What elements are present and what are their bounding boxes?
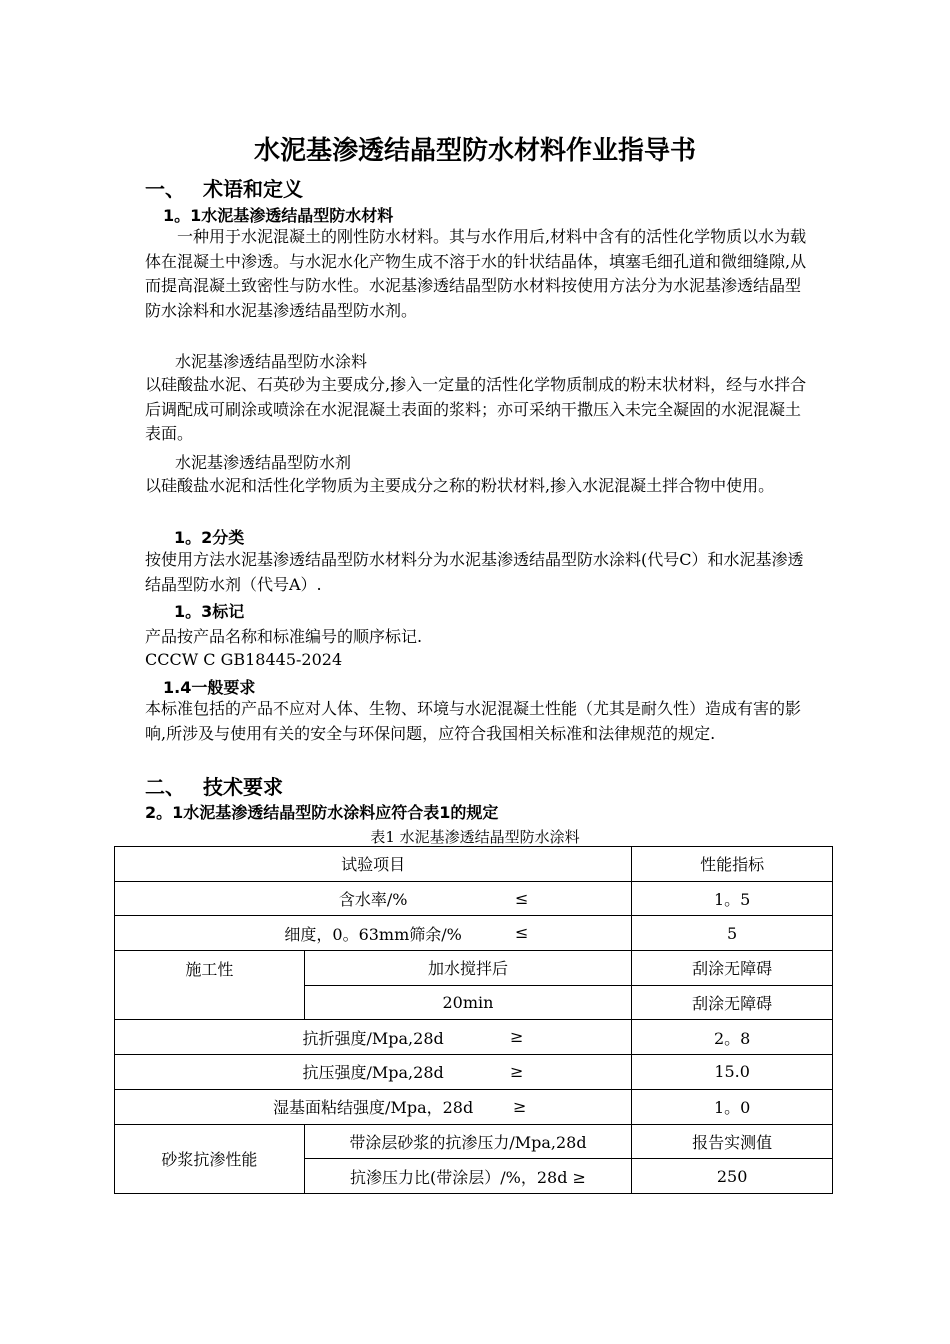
table-row <box>115 951 833 986</box>
subsection-1-1-paragraph: 一种用于水泥混凝土的刚性防水材料。其与水作用后,材料中含有的活性化学物质以水为载体在混凝土中渗透。与水泥水化产物生成不溶于水的针状结晶体，填塞毛细孔道和微细缝隙,从而提高混凝土致密性与防水性。水泥基渗透结晶型防水材料按使用方法分为水泥基渗透结晶型防水涂料和水泥基渗透结晶型防水剂。 <box>145 227 807 320</box>
agent-definition: 以硅酸盐水泥和活性化学物质为主要成分之称的粉状材料,掺入水泥混凝土拌合物中使用。 <box>145 476 775 495</box>
sub-item-cell: 带涂层砂浆的抗渗压力/Mpa,28d <box>304 1124 632 1159</box>
item-cell <box>115 881 632 916</box>
value-cell: 报告实测值 <box>632 1124 833 1159</box>
subsection-1-3-paragraph: 产品按产品名称和标准编号的顺序标记. <box>145 627 423 646</box>
section-2-number: 二、 <box>145 775 185 799</box>
item-label: 细度，0。63mm筛余/% <box>284 924 462 944</box>
section-1-heading <box>145 173 303 202</box>
table-row <box>115 1020 833 1055</box>
header-value-cell: 性能指标 <box>632 847 833 882</box>
value-cell: 刮涂无障碍 <box>632 985 833 1020</box>
comparison-symbol: ≥ <box>513 1096 527 1116</box>
table-row <box>115 881 833 916</box>
item-cell <box>115 1055 632 1090</box>
subsection-2-1-heading: 2。1水泥基渗透结晶型防水涂料应符合表1的规定 <box>145 803 499 822</box>
comparison-symbol: ≥ <box>510 1027 524 1047</box>
item-label: 抗折强度/Mpa,28d <box>302 1028 444 1048</box>
item-cell <box>115 916 632 951</box>
marking-code: CCCW C GB18445-2024 <box>145 650 343 669</box>
table-row <box>115 1089 833 1124</box>
document-title: 水泥基渗透结晶型防水材料作业指导书 <box>253 136 696 166</box>
table-1-caption: 表1 水泥基渗透结晶型防水涂料 <box>370 828 580 846</box>
section-1-number: 一、 <box>145 177 185 201</box>
comparison-symbol: ≥ <box>510 1062 524 1082</box>
item-label: 抗压强度/Mpa,28d <box>302 1063 444 1083</box>
value-cell: 1。0 <box>632 1089 833 1124</box>
table-row <box>115 1124 833 1159</box>
table-row <box>115 916 833 951</box>
agent-term: 水泥基渗透结晶型防水剂 <box>175 453 352 472</box>
value-cell: 250 <box>632 1159 833 1194</box>
item-label: 湿基面粘结强度/Mpa，28d <box>273 1098 474 1118</box>
sub-item-cell: 加水搅拌后 <box>304 951 632 986</box>
table-header-row <box>115 847 833 882</box>
section-2-heading <box>145 771 283 800</box>
group-cell: 砂浆抗渗性能 <box>115 1124 305 1193</box>
coating-definition: 以硅酸盐水泥、石英砂为主要成分,掺入一定量的活性化学物质制成的粉末状材料，经与水拌合后调配成可刷涂或喷涂在水泥混凝土表面的浆料；亦可采纳干撒压入未完全凝固的水泥混凝土表面。 <box>145 375 807 443</box>
item-cell <box>115 1089 632 1124</box>
value-cell: 刮涂无障碍 <box>632 951 833 986</box>
subsection-1-1-heading: 1。1水泥基渗透结晶型防水材料 <box>163 206 394 225</box>
subsection-1-2-paragraph: 按使用方法水泥基渗透结晶型防水材料分为水泥基渗透结晶型防水涂料(代号C）和水泥基渗透结晶型防水剂（代号A）. <box>145 550 804 594</box>
value-cell: 15.0 <box>632 1055 833 1090</box>
value-cell: 2。8 <box>632 1020 833 1055</box>
section-1-title: 术语和定义 <box>203 177 303 201</box>
table-row <box>115 1055 833 1090</box>
item-cell <box>115 1020 632 1055</box>
header-item-cell: 试验项目 <box>115 847 632 882</box>
sub-item-cell: 抗渗压力比(带涂层）/%，28d ≥ <box>304 1159 632 1194</box>
section-2-title: 技术要求 <box>203 775 283 799</box>
sub-item-cell: 20min <box>304 985 632 1020</box>
subsection-1-3-heading: 1。3标记 <box>174 602 245 621</box>
table-1 <box>114 846 833 1194</box>
group-cell: 施工性 <box>115 951 305 1020</box>
comparison-symbol: ≤ <box>515 923 529 943</box>
value-cell: 1。5 <box>632 881 833 916</box>
subsection-1-4-paragraph: 本标准包括的产品不应对人体、生物、环境与水泥混凝土性能（尤其是耐久性）造成有害的影响,所涉及与使用有关的安全与环保问题，应符合我国相关标准和法律规范的规定. <box>145 699 802 743</box>
comparison-symbol: ≤ <box>515 888 529 908</box>
item-label: 含水率/% <box>338 890 408 910</box>
coating-term: 水泥基渗透结晶型防水涂料 <box>175 352 368 371</box>
subsection-1-2-heading: 1。2分类 <box>174 528 245 547</box>
subsection-1-4-heading: 1.4一般要求 <box>163 678 256 697</box>
value-cell: 5 <box>632 916 833 951</box>
